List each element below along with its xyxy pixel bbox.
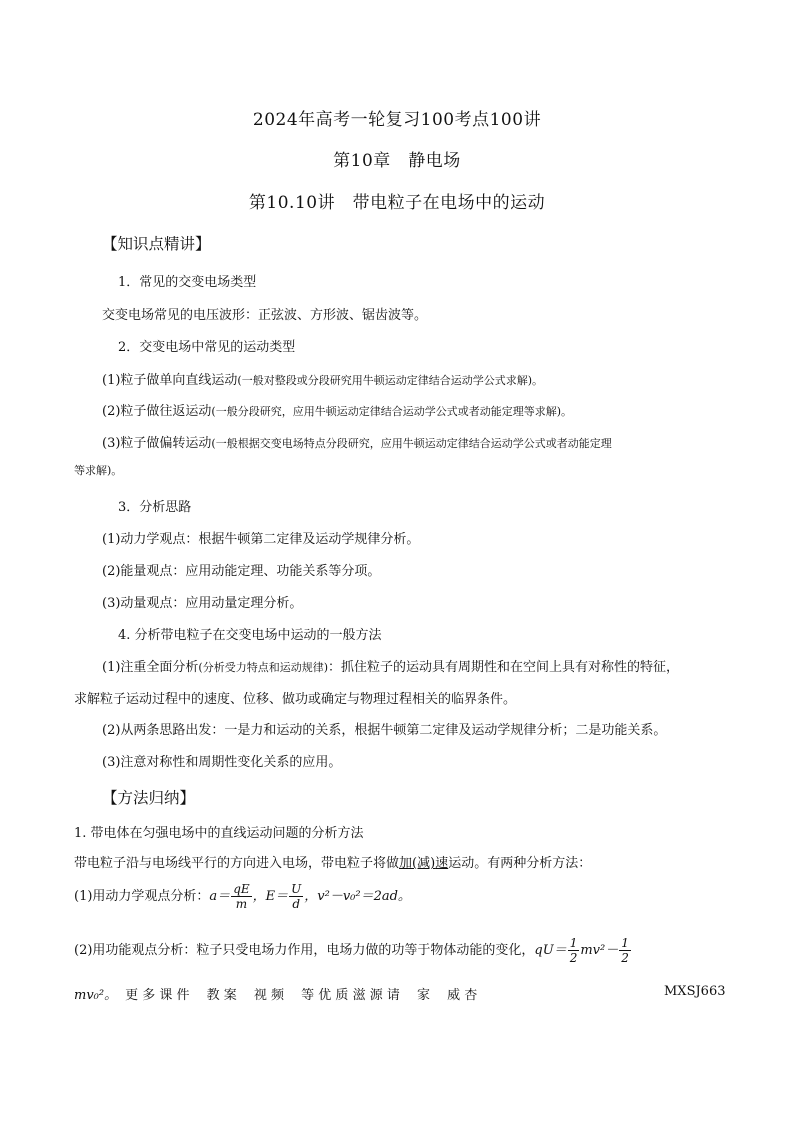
fraction: [568, 936, 580, 965]
equation: qU＝: [534, 943, 567, 958]
equation: mv₀²。: [74, 988, 118, 1003]
fraction-denominator: 2: [569, 951, 578, 965]
fraction-denominator: m: [235, 897, 248, 911]
knowledge-item-3-1: (1)动力学观点：根据牛顿第二定律及运动学规律分析。: [102, 532, 420, 547]
knowledge-item-4-1: [102, 656, 679, 675]
knowledge-item-2-1: [102, 369, 543, 388]
knowledge-item-4-3: (3)注意对称性和周期性变化关系的应用。: [102, 755, 342, 770]
underlined-text: 加(减): [399, 856, 436, 871]
footer-text: 更 多 课 件 教 案 视 频 等 优 质 滋 源 请 家 威 杏: [125, 988, 478, 1003]
method-item-1-1: [74, 882, 411, 911]
footer-code: MXSJ663: [664, 984, 726, 999]
item-note: (一般对整段或分段研究用牛顿运动定律结合运动学公式求解)。: [237, 374, 544, 387]
fraction: [619, 936, 631, 965]
item-text: (1)粒子做单向直线运动: [102, 373, 238, 388]
knowledge-item-2-heading: 2．交变电场中常见的运动类型: [118, 340, 296, 355]
knowledge-item-2-2: [102, 400, 572, 419]
chapter-title: 第10章 静电场: [333, 151, 461, 171]
text: 运动。有两种分析方法：: [448, 856, 592, 871]
equation: ，v²－v₀²＝2ad。: [304, 889, 411, 904]
equation: a＝: [209, 889, 231, 904]
text: (1)用动力学观点分析：: [74, 889, 210, 904]
item-note: (一般分段研究，应用牛顿运动定律结合运动学公式或者动能定理等求解)。: [211, 405, 573, 418]
knowledge-item-1-heading: 1．常见的交变电场类型: [118, 275, 257, 290]
doc-title: 2024年高考一轮复习100考点100讲: [252, 110, 542, 130]
fraction: [231, 882, 251, 911]
item-text: (2)粒子做往返运动: [102, 404, 212, 419]
item-note: (分析受力特点和运动规律): [198, 661, 329, 674]
item-text: (3)粒子做偏转运动: [102, 436, 212, 451]
underlined-text: 速: [435, 856, 449, 871]
method-item-1-2: [74, 936, 632, 965]
knowledge-item-4-2: (2)从两条思路出发：一是力和运动的关系，根据牛顿第二定律及运动学规律分析；二是功能关系。: [102, 723, 667, 738]
fraction-numerator: 1: [621, 936, 629, 950]
knowledge-heading: 【知识点精讲】: [102, 235, 211, 253]
knowledge-item-3-heading: 3．分析思路: [118, 500, 192, 515]
method-item-1-2-cont: [74, 984, 477, 1003]
fraction-numerator: U: [291, 882, 302, 896]
text: (2)用功能观点分析：粒子只受电场力作用，电场力做的功等于物体动能的变化，: [74, 943, 535, 958]
item-text-cont: ：抓住粒子的运动具有周期性和在空间上具有对称性的特征，: [328, 660, 680, 675]
text: 带电粒子沿与电场线平行的方向进入电场，带电粒子将做: [74, 856, 400, 871]
method-item-1-heading: 1. 带电体在匀强电场中的直线运动问题的分析方法: [74, 826, 364, 841]
item-text: (1)注重全面分析: [102, 660, 199, 675]
knowledge-item-2-3-cont: 等求解)。: [74, 464, 123, 477]
knowledge-item-4-heading: 4. 分析带电粒子在交变电场中运动的一般方法: [118, 628, 382, 643]
lecture-title: 第10.10讲 带电粒子在电场中的运动: [248, 193, 546, 213]
method-heading: 【方法归纳】: [102, 789, 196, 807]
knowledge-item-1-text: 交变电场常见的电压波形：正弦波、方形波、锯齿波等。: [102, 308, 428, 323]
fraction-numerator: 1: [569, 936, 578, 950]
knowledge-item-4-1-cont: 求解粒子运动过程中的速度、位移、做功或确定与物理过程相关的临界条件。: [74, 692, 517, 707]
fraction-denominator: d: [292, 897, 301, 911]
equation: ，E＝: [252, 889, 289, 904]
knowledge-item-3-2: (2)能量观点：应用动能定理、功能关系等分项。: [102, 564, 381, 579]
equation: mv²－: [580, 943, 619, 958]
knowledge-item-3-3: (3)动量观点：应用动量定理分析。: [102, 596, 303, 611]
item-note: (一般根据交变电场特点分段研究，应用牛顿运动定律结合运动学公式或者动能定理: [211, 437, 612, 450]
method-item-1-text: [74, 852, 591, 871]
fraction: [289, 882, 303, 911]
fraction-numerator: qE: [233, 882, 250, 896]
knowledge-item-2-3: [102, 432, 612, 451]
fraction-denominator: 2: [621, 951, 629, 965]
